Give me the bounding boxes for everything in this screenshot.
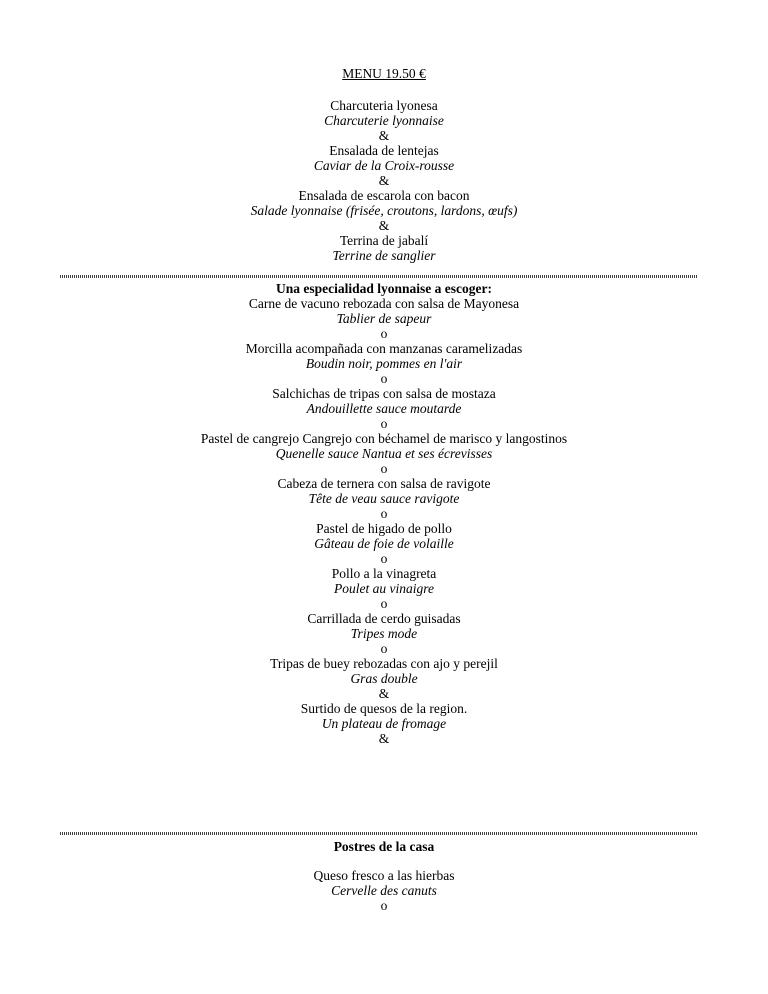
starter-es: Charcuteria lyonesa [330,98,438,113]
and-separator: & [378,686,390,701]
or-separator: o [380,596,388,611]
starter-es: Ensalada de escarola con bacon [298,188,470,203]
mains-heading: Una especialidad lyonnaise a escoger: [276,281,492,296]
or-separator: o [380,506,388,521]
main-fr: Gâteau de foie de volaille [314,536,454,551]
starter-fr: Charcuterie lyonnaise [324,113,444,128]
or-separator: o [380,641,388,656]
starter-fr: Caviar de la Croix-rousse [313,158,455,173]
main-es: Tripas de buey rebozadas con ajo y perejil [270,656,498,671]
and-separator: & [378,128,390,143]
starter-fr: Terrine de sanglier [332,248,436,263]
or-separator: o [380,371,388,386]
main-fr: Gras double [350,671,418,686]
main-fr: Quenelle sauce Nantua et ses écrevisses [275,446,493,461]
desserts-heading: Postres de la casa [333,839,435,854]
main-es: Morcilla acompañada con manzanas caramelizadas [245,341,523,356]
or-separator: o [380,461,388,476]
or-separator: o [380,326,388,341]
main-es: Pastel de higado de pollo [316,521,452,536]
dessert-fr: Cervelle des canuts [331,883,437,898]
dessert-es: Queso fresco a las hierbas [313,868,455,883]
main-fr: Tablier de sapeur [336,311,432,326]
main-fr: Tête de veau sauce ravigote [308,491,460,506]
or-separator: o [380,416,388,431]
starter-es: Ensalada de lentejas [329,143,439,158]
main-es: Cabeza de ternera con salsa de ravigote [277,476,491,491]
main-fr: Boudin noir, pommes en l'air [305,356,463,371]
main-es: Carne de vacuno rebozada con salsa de Mayonesa [248,296,520,311]
main-fr: Poulet au vinaigre [334,581,434,596]
starter-es: Terrina de jabalí [339,233,429,248]
or-separator: o [380,898,388,913]
section-divider [60,275,698,278]
section-divider [60,832,698,835]
main-fr: Andouillette sauce moutarde [306,401,462,416]
and-separator: & [378,731,390,746]
main-fr: Tripes mode [350,626,418,641]
and-separator: & [378,218,390,233]
cheese-fr: Un plateau de fromage [321,716,447,731]
main-es: Salchichas de tripas con salsa de mostaza [272,386,496,401]
menu-title: MENU 19.50 € [342,66,426,81]
main-es: Pollo a la vinagreta [331,566,437,581]
and-separator: & [378,173,390,188]
main-es: Carrillada de cerdo guisadas [307,611,461,626]
cheese-es: Surtido de quesos de la region. [300,701,468,716]
main-es: Pastel de cangrejo Cangrejo con béchamel de marisco y langostinos [200,431,568,446]
or-separator: o [380,551,388,566]
starter-fr: Salade lyonnaise (frisée, croutons, lardons, œufs) [250,203,518,218]
